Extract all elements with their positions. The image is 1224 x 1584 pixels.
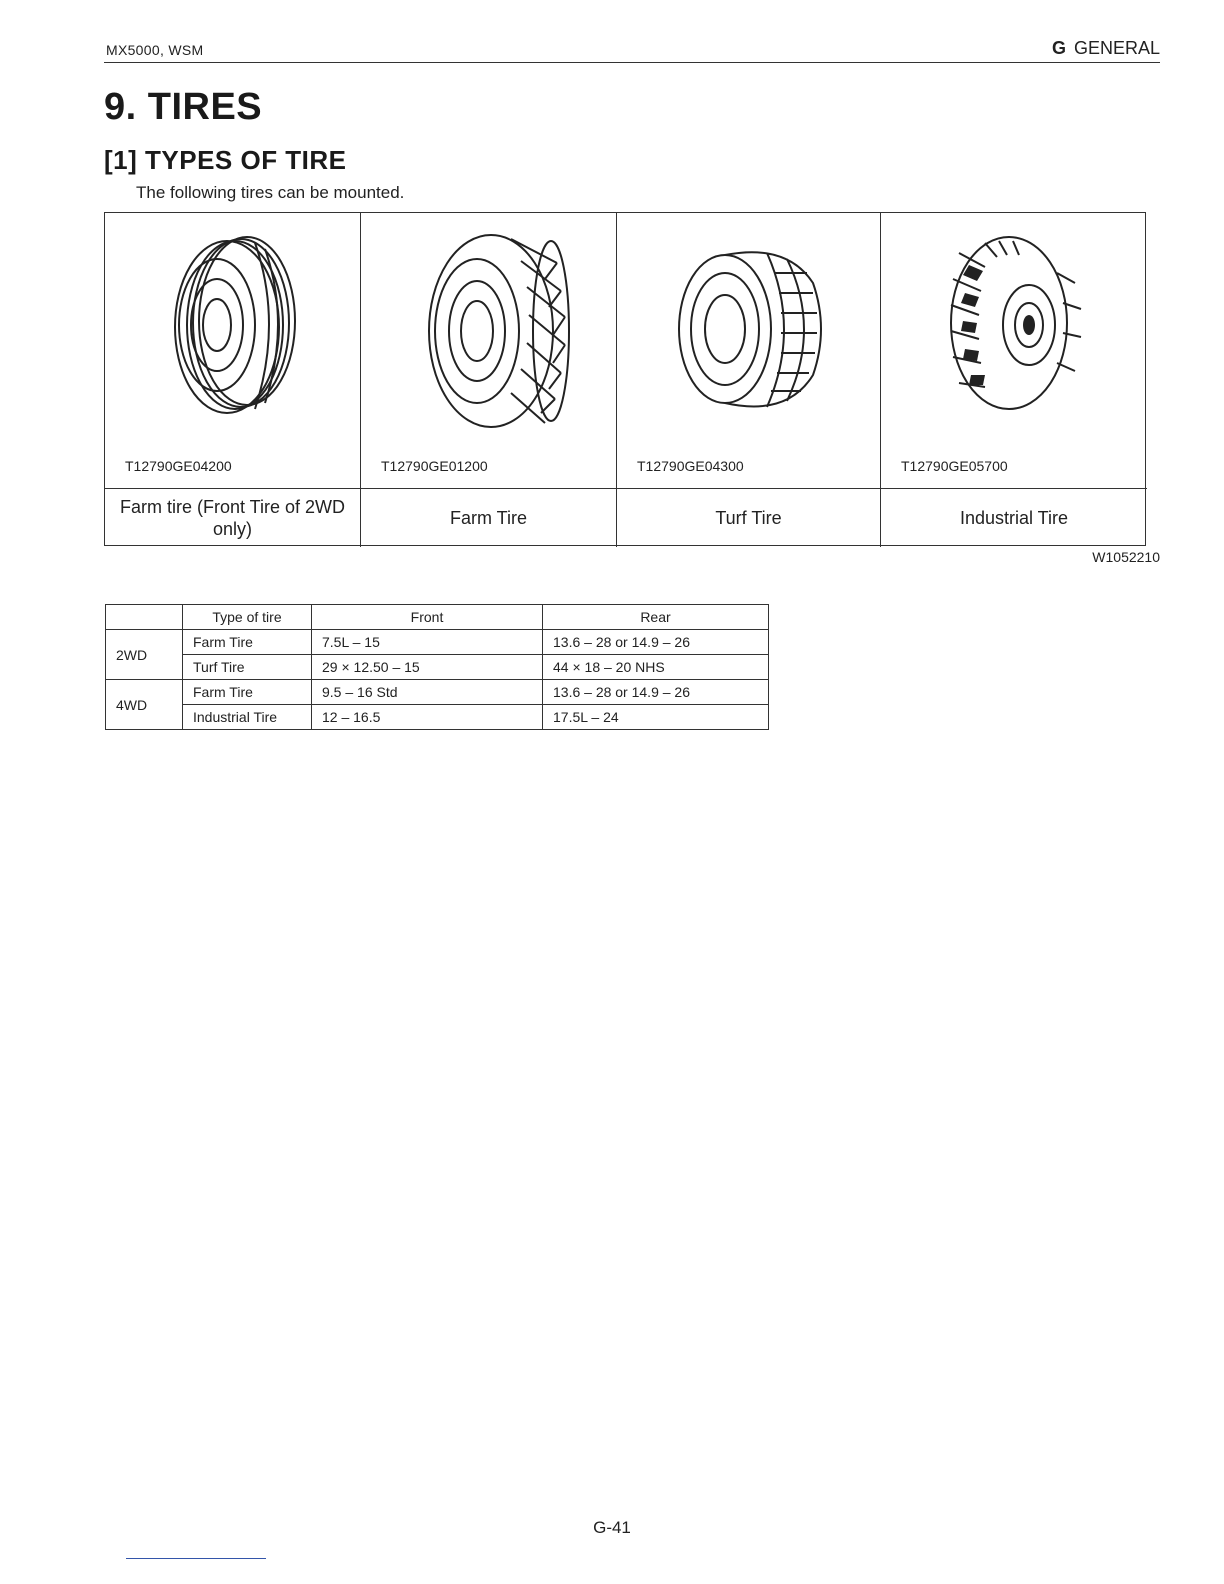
table-row <box>106 655 769 680</box>
rear-size-cell: 13.6 – 28 or 14.9 – 26 <box>543 630 769 655</box>
tire-illustration-cell <box>105 213 361 489</box>
tire-caption: Industrial Tire <box>959 508 1069 528</box>
rear-size-cell: 13.6 – 28 or 14.9 – 26 <box>543 680 769 705</box>
farm-rib-tire-icon <box>105 213 361 453</box>
table-header-row <box>106 605 769 630</box>
turf-tire-icon <box>617 213 881 453</box>
table-row <box>106 705 769 730</box>
drive-type-cell: 4WD <box>106 680 183 730</box>
tire-illustration-cell <box>881 213 1147 489</box>
page-number: G-41 <box>593 1518 631 1537</box>
table-header-cell <box>106 605 183 630</box>
figure-code: T12790GE04200 <box>125 458 232 474</box>
page-title: 9. TIRES <box>104 86 263 128</box>
header-rule <box>104 62 1160 63</box>
table-header-cell: Rear <box>543 605 769 630</box>
section-name: GENERAL <box>1073 38 1160 58</box>
table-header-cell: Type of tire <box>183 605 312 630</box>
industrial-tire-icon <box>881 213 1147 453</box>
table-row <box>106 680 769 705</box>
tire-caption: Turf Tire <box>617 489 881 547</box>
section-subtitle: [1] TYPES OF TIRE <box>104 145 347 175</box>
tire-caption: Farm tire (Front Tire of 2WD only) <box>105 489 361 547</box>
front-size-cell: 7.5L – 15 <box>312 630 543 655</box>
rear-size-cell: 44 × 18 – 20 NHS <box>543 655 769 680</box>
tire-type-cell: Farm Tire <box>183 630 312 655</box>
front-size-cell: 12 – 16.5 <box>312 705 543 730</box>
figure-code: T12790GE05700 <box>901 458 1008 474</box>
table-row <box>106 630 769 655</box>
tire-size-table <box>105 604 769 730</box>
drive-type-cell: 2WD <box>106 630 183 680</box>
table-header-cell: Front <box>312 605 543 630</box>
tire-illustration-cell <box>617 213 881 489</box>
footer-rule <box>126 1558 266 1559</box>
front-size-cell: 9.5 – 16 Std <box>312 680 543 705</box>
section-header <box>1052 38 1160 59</box>
intro-text: The following tires can be mounted. <box>136 183 405 202</box>
document-id: MX5000, WSM <box>106 42 204 58</box>
tire-type-cell: Industrial Tire <box>183 705 312 730</box>
section-letter: G <box>1051 38 1066 58</box>
farm-lug-tire-icon <box>361 213 617 453</box>
tire-type-cell: Farm Tire <box>183 680 312 705</box>
tire-type-cell: Turf Tire <box>183 655 312 680</box>
figure-reference-code: W1052210 <box>1092 549 1160 565</box>
tire-figure-grid <box>104 212 1146 546</box>
front-size-cell: 29 × 12.50 – 15 <box>312 655 543 680</box>
tire-caption: Farm Tire <box>361 489 617 547</box>
rear-size-cell: 17.5L – 24 <box>543 705 769 730</box>
figure-code: T12790GE01200 <box>381 458 488 474</box>
figure-code: T12790GE04300 <box>637 458 744 474</box>
tire-illustration-cell <box>361 213 617 489</box>
